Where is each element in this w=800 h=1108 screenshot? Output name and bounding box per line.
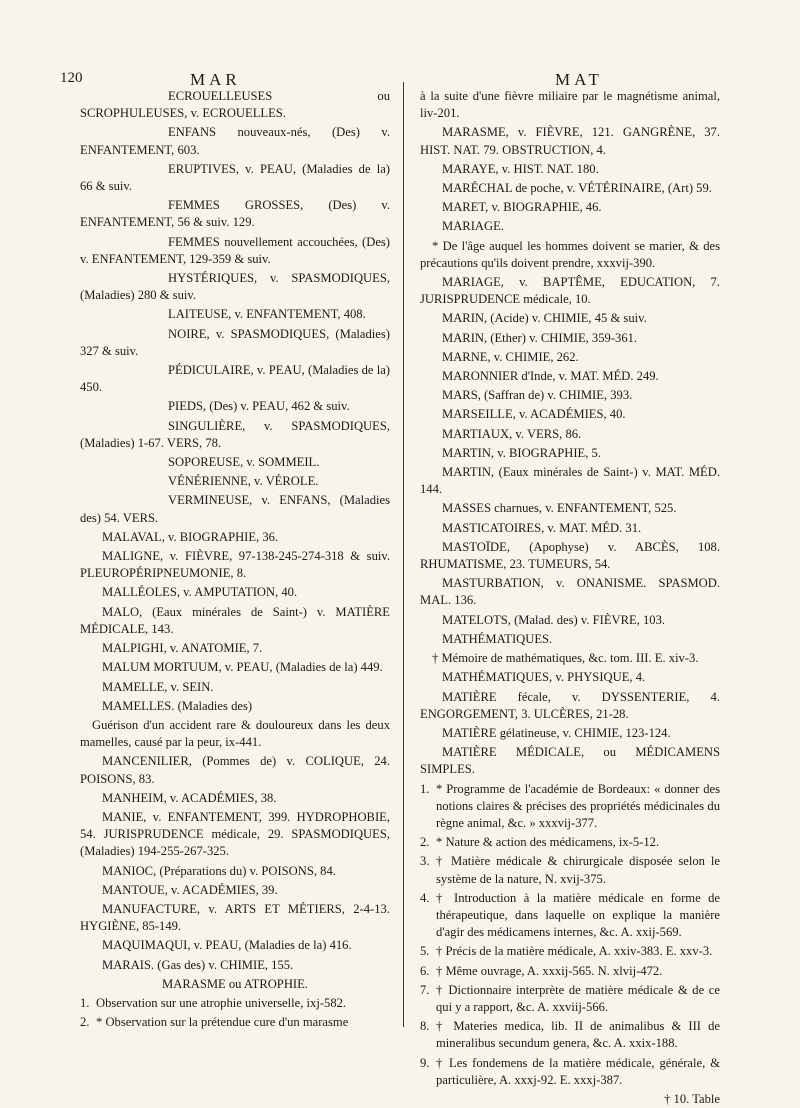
- index-entry: [420, 180, 720, 197]
- entry-text: † Mémoire de mathématiques, &c. tom. III. E. xiv-3.: [432, 651, 699, 666]
- entry-text: † Introduction à la matière médicale en forme de thérapeutique, dans laquelle on explique la manière d'agir des médicamens internes, &c. A. xxij-569.: [436, 890, 720, 940]
- index-entry: [80, 306, 390, 323]
- index-entry: [80, 88, 390, 122]
- entry-text: MATIÈRE gélatineuse, v. CHIMIE, 123-124.: [442, 725, 671, 740]
- index-entry: [420, 238, 720, 272]
- index-entry: [80, 957, 390, 974]
- entry-text: MALIGNE, v. FIÈVRE, 97-138-245-274-318 & suiv. PLEUROPÉRIPNEUMONIE, 8.: [80, 549, 390, 581]
- entry-number: 8.: [420, 1019, 430, 1034]
- entry-text: MARIAGE.: [442, 219, 504, 234]
- index-entry: [420, 1018, 720, 1052]
- entry-text: MARET, v. BIOGRAPHIE, 46.: [442, 200, 602, 215]
- index-entry: [80, 124, 390, 158]
- index-entry: [420, 725, 720, 742]
- index-entry: [420, 834, 720, 851]
- index-entry: [420, 943, 720, 960]
- entry-text: VERMINEUSE, v. ENFANS, (Maladies des) 54. VERS.: [80, 493, 390, 525]
- index-entry: [80, 362, 390, 396]
- entry-text: MARASME, v. FIÈVRE, 121. GANGRÈNE, 37. HIST. NAT. 79. OBSTRUCTION, 4.: [420, 125, 720, 157]
- catchword: † 10. Table: [664, 1091, 720, 1106]
- entry-text: * De l'âge auquel les hommes doivent se marier, & des précautions qu'ils doivent prendre, xxxvij-390.: [420, 238, 720, 270]
- entry-text: à la suite d'une fièvre miliaire par le magnétisme animal, liv-201.: [420, 89, 720, 121]
- index-entry: [80, 1014, 390, 1031]
- entry-text: MARSEILLE, v. ACADÉMIES, 40.: [442, 407, 626, 422]
- entry-text: MANCENILIER, (Pommes de) v. COLIQUE, 24. POISONS, 83.: [80, 754, 390, 786]
- index-entry: [80, 398, 390, 415]
- index-entry: [80, 454, 390, 471]
- column-divider: [403, 82, 404, 1027]
- entry-text: MANTOUE, v. ACADÉMIES, 39.: [102, 882, 278, 897]
- index-entry: [420, 330, 720, 347]
- index-entry: [80, 418, 390, 452]
- entry-number: 3.: [420, 854, 430, 869]
- entry-text: MASTOÏDE, (Apophyse) v. ABCÈS, 108. RHUMATISME, 23. TUMEURS, 54.: [420, 539, 720, 572]
- index-entry: [80, 197, 390, 231]
- entry-text: MASTURBATION, v. ONANISME. SPASMOD. MAL. 136.: [420, 576, 720, 608]
- index-entry: [80, 584, 390, 601]
- entry-text: * Observation sur la prétendue cure d'un marasme: [96, 1015, 349, 1030]
- entry-text: ERUPTIVES, v. PEAU, (Maladies de la) 66 & suiv.: [80, 161, 390, 194]
- index-entry: [80, 473, 390, 490]
- entry-text: MANHEIM, v. ACADÉMIES, 38.: [102, 790, 277, 805]
- entry-text: SOPOREUSE, v. SOMMEIL.: [168, 455, 320, 470]
- index-entry: [420, 88, 720, 122]
- entry-text: NOIRE, v. SPASMODIQUES, (Maladies) 327 & suiv.: [80, 326, 390, 358]
- index-entry: [420, 218, 720, 235]
- index-entry: [420, 349, 720, 366]
- entry-text: MARTIN, v. BIOGRAPHIE, 5.: [442, 445, 601, 460]
- index-entry: [80, 882, 390, 899]
- entry-text: Guérison d'un accident rare & douloureux dans les deux mamelles, causé par la peur, ix-441.: [80, 717, 390, 750]
- entry-text: MALAVAL, v. BIOGRAPHIE, 36.: [102, 529, 279, 544]
- index-entry: [420, 500, 720, 517]
- entry-text: † Matière médicale & chirurgicale disposée selon le système de la nature, N. xvij-375.: [436, 854, 720, 886]
- index-entry: [80, 901, 390, 935]
- entry-text: MALUM MORTUUM, v. PEAU, (Maladies de la) 449.: [102, 660, 383, 675]
- entry-text: MASSES charnues, v. ENFANTEMENT, 525.: [442, 501, 677, 516]
- index-entry: [80, 937, 390, 954]
- index-entry: [80, 790, 390, 807]
- entry-text: VÉNÉRIENNE, v. VÉROLE.: [168, 474, 319, 489]
- entry-text: MARAIS. (Gas des) v. CHIMIE, 155.: [102, 957, 294, 972]
- index-entry: [420, 631, 720, 648]
- index-entry: [420, 406, 720, 423]
- index-entry: [420, 890, 720, 942]
- entry-text: MAQUIMAQUI, v. PEAU, (Maladies de la) 416.: [102, 938, 352, 953]
- index-entry: [420, 464, 720, 498]
- index-entry: [420, 744, 720, 778]
- entry-number: 1.: [80, 995, 90, 1010]
- entry-text: MALLÉOLES, v. AMPUTATION, 40.: [102, 585, 298, 600]
- index-entry: [420, 124, 720, 158]
- index-entry: [420, 781, 720, 833]
- index-entry: [80, 604, 390, 638]
- index-entry: [420, 982, 720, 1016]
- entry-text: MAMELLE, v. SEIN.: [102, 679, 214, 694]
- entry-text: MATELOTS, (Malad. des) v. FIÈVRE, 103.: [442, 612, 666, 627]
- index-entry: [420, 669, 720, 686]
- index-entry: [420, 650, 720, 667]
- entry-text: MASTICATOIRES, v. MAT. MÉD. 31.: [442, 520, 642, 535]
- entry-text: MAMELLES. (Maladies des): [102, 698, 253, 713]
- index-entry: [80, 492, 390, 526]
- entry-text: † Dictionnaire interprète de matière médicale & de ce qui y a rapport, &c. A. xxviij-566.: [436, 982, 720, 1014]
- index-entry: [80, 698, 390, 715]
- entry-text: MARTIAUX, v. VERS, 86.: [442, 426, 582, 441]
- index-entry: [420, 853, 720, 887]
- entry-text: MARIN, (Ether) v. CHIMIE, 359-361.: [442, 330, 638, 345]
- entry-text: * Nature & action des médicamens, ix-5-12.: [436, 835, 660, 850]
- entry-text: MARASME ou ATROPHIE.: [162, 976, 308, 991]
- entry-text: MALPIGHI, v. ANATOMIE, 7.: [102, 641, 263, 656]
- index-entry: [420, 387, 720, 404]
- index-entry: [420, 612, 720, 629]
- index-entry: [420, 310, 720, 327]
- entry-text: MATIÈRE fécale, v. DYSSENTERIE, 4. ENGORGEMENT, 3. ULCÈRES, 21-28.: [420, 689, 720, 721]
- entry-number: 2.: [80, 1015, 90, 1030]
- index-entry: [80, 640, 390, 657]
- entry-text: MARTIN, (Eaux minérales de Saint-) v. MAT. MÉD. 144.: [420, 465, 720, 497]
- entry-text: HYSTÉRIQUES, v. SPASMODIQUES, (Maladies) 280 & suiv.: [80, 271, 390, 303]
- entry-text: MATIÈRE MÉDICALE, ou MÉDICAMENS SIMPLES.: [420, 745, 720, 777]
- entry-number: 6.: [420, 963, 430, 978]
- entry-text: * Programme de l'académie de Bordeaux: « donner des notions claires & précises des propriétés médicinales du règne animal, &c. » xxxvij-377.: [436, 781, 720, 830]
- entry-text: MATHÉMATIQUES.: [442, 631, 553, 646]
- index-entry: [80, 976, 390, 993]
- entry-text: FEMMES GROSSES, (Des) v. ENFANTEMENT, 56 & suiv. 129.: [80, 198, 390, 230]
- index-entry: [420, 199, 720, 216]
- index-entry: [80, 809, 390, 861]
- index-entry: [80, 679, 390, 696]
- entry-text: MARAYE, v. HIST. NAT. 180.: [442, 161, 599, 176]
- running-header-right: MAT: [555, 70, 603, 89]
- index-entry: [420, 689, 720, 723]
- left-column: [80, 88, 390, 1031]
- page-number: 120: [60, 70, 83, 86]
- entry-number: 4.: [420, 890, 430, 905]
- entry-text: Observation sur une atrophie universelle, ixj-582.: [96, 995, 347, 1010]
- index-entry: [80, 234, 390, 268]
- index-entry: [420, 426, 720, 443]
- index-entry: [420, 520, 720, 537]
- entry-text: † Materies medica, lib. II de animalibus & III de mineralibus secundum genera, &c. A. xxix-188.: [436, 1019, 720, 1051]
- entry-text: MARS, (Saffran de) v. CHIMIE, 393.: [442, 388, 633, 403]
- running-header-left: MAR: [190, 70, 241, 89]
- entry-text: FEMMES nouvellement accouchées, (Des) v. ENFANTEMENT, 129-359 & suiv.: [80, 234, 390, 266]
- index-entry: [420, 1055, 720, 1089]
- entry-text: MARNE, v. CHIMIE, 262.: [442, 349, 579, 364]
- entry-number: 2.: [420, 835, 430, 850]
- entry-text: ECROUELLEUSES ou SCROPHULEUSES, v. ECROUELLES.: [80, 89, 390, 121]
- entry-text: MARONNIER d'Inde, v. MAT. MÉD. 249.: [442, 369, 659, 384]
- index-entry: [80, 995, 390, 1012]
- entry-number: 9.: [420, 1055, 430, 1070]
- index-entry: [80, 753, 390, 787]
- entry-text: MARÉCHAL de poche, v. VÉTÉRINAIRE, (Art) 59.: [442, 181, 712, 196]
- index-entry: [420, 445, 720, 462]
- entry-text: LAITEUSE, v. ENFANTEMENT, 408.: [168, 307, 366, 322]
- index-entry: [420, 368, 720, 385]
- index-entry: [420, 575, 720, 609]
- index-entry: [80, 717, 390, 751]
- entry-number: 1.: [420, 781, 430, 796]
- entry-text: MATHÉMATIQUES, v. PHYSIQUE, 4.: [442, 670, 646, 685]
- entry-text: † Précis de la matière médicale, A. xxiv-383. E. xxv-3.: [436, 944, 713, 959]
- entry-text: MANIE, v. ENFANTEMENT, 399. HYDROPHOBIE, 54. JURISPRUDENCE médicale, 29. SPASMODIQUES, (Maladies) 194-255-267-325.: [80, 809, 390, 859]
- entry-text: MARIN, (Acide) v. CHIMIE, 45 & suiv.: [442, 311, 647, 326]
- entry-text: PIEDS, (Des) v. PEAU, 462 & suiv.: [168, 399, 350, 414]
- index-entry: [420, 161, 720, 178]
- index-entry: [420, 539, 720, 573]
- index-entry: [80, 863, 390, 880]
- index-entry: [80, 659, 390, 676]
- index-entry: [80, 270, 390, 304]
- right-column: [420, 88, 720, 1108]
- entry-text: SINGULIÈRE, v. SPASMODIQUES, (Maladies) 1-67. VERS, 78.: [80, 418, 390, 450]
- entry-text: MARIAGE, v. BAPTÊME, EDUCATION, 7. JURISPRUDENCE médicale, 10.: [420, 275, 720, 307]
- entry-text: MANUFACTURE, v. ARTS ET MÉTIERS, 2-4-13. HYGIÈNE, 85-149.: [80, 901, 390, 934]
- entry-text: ENFANS nouveaux-nés, (Des) v. ENFANTEMENT, 603.: [80, 125, 390, 157]
- index-entry: [420, 963, 720, 980]
- index-entry: [80, 529, 390, 546]
- entry-text: MALO, (Eaux minérales de Saint-) v. MATIÈRE MÉDICALE, 143.: [80, 604, 390, 636]
- index-entry: [420, 274, 720, 308]
- index-entry: [80, 161, 390, 195]
- entry-text: † Même ouvrage, A. xxxij-565. N. xlvij-472.: [436, 963, 663, 978]
- entry-number: 7.: [420, 982, 430, 997]
- entry-text: PÉDICULAIRE, v. PEAU, (Maladies de la) 450.: [80, 363, 390, 395]
- entry-number: 5.: [420, 944, 430, 959]
- entry-text: MANIOC, (Préparations du) v. POISONS, 84.: [102, 863, 336, 878]
- entry-text: † Les fondemens de la matière médicale, générale, & particulière, A. xxxj-92. E. xxxj-387.: [436, 1055, 720, 1087]
- index-entry: [80, 326, 390, 360]
- index-entry: [80, 548, 390, 582]
